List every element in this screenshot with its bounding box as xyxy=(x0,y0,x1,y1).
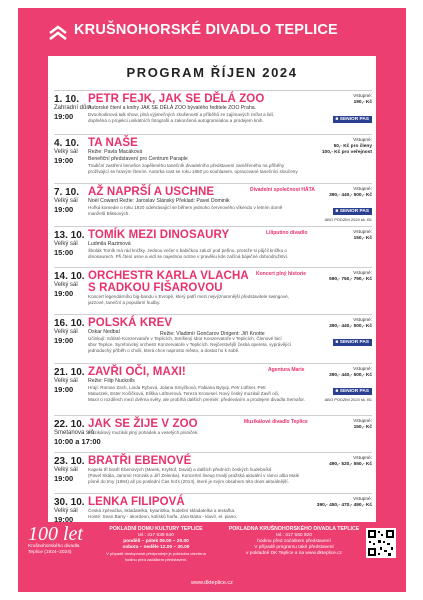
senior-pas-badge: ■ SENIOR PAS xyxy=(333,208,372,215)
event-desc: Koncert legendárního big-bandu v Evropě, který patří mezi nejvýznamnější představitele swingové, xyxy=(88,294,289,299)
price-value: 390,- 440,- 500,- Kč xyxy=(329,373,372,378)
poster xyxy=(18,8,406,592)
event-date: 7. 10. xyxy=(54,187,80,198)
event-credit: Benefiční představení pro Centrum Paraple xyxy=(88,156,188,162)
price-value: 150,- Kč xyxy=(353,425,372,430)
price-label: Vstupné: xyxy=(353,497,372,502)
event-row xyxy=(54,363,372,415)
website-link[interactable]: www.dkteplice.cz xyxy=(191,580,233,586)
box-office-note: v pokladně DK Teplice a na www.dkteplice.cz xyxy=(246,551,342,556)
event-time: 19:00 xyxy=(54,385,74,394)
event-time: 15:00 xyxy=(54,248,74,257)
event-credit: Oskar Nedbal xyxy=(88,329,120,335)
event-desc: písně do tmy (1984) až po poslední Čas hoťs (2014), které je svým obsahem této dnes aktuálnější. xyxy=(88,478,289,484)
abo-note: ABO PODZIM 2024 sk. B1 xyxy=(324,217,372,222)
event-credit: Režie: Filip Nuckolls xyxy=(88,378,135,384)
event-desc: Maxi! o rozdílech mezi dvěma světy, ale probíhá dalších premiér, předeváním a prodejem divadla Semafor. xyxy=(88,396,305,402)
box-office-title: POKLADNA KRUŠNOHORSKÉHO DIVADLA TEPLICE xyxy=(228,526,360,532)
box-office-hours: hodinu před začátkem představení xyxy=(257,539,331,544)
event-time: 19:00 xyxy=(54,336,74,345)
event-row xyxy=(54,90,372,134)
event-time: 19:00 xyxy=(54,515,74,524)
box-office-hours: pondělí – pátek 09.00 – 20.00 xyxy=(123,539,189,544)
event-credit: Autorské čtení a knihy JAK SE DĚLÁ ZOO bývalého ředitele ZOO Praha. xyxy=(88,105,257,111)
event-desc: Česká zpěvačka, skladatelka, kytaristka, hudební skladatelka a textařka. xyxy=(88,508,236,513)
event-title: JAK SE ŽIJE V ZOO xyxy=(88,418,198,430)
event-tag: Agentura Marie xyxy=(268,367,305,373)
price-label: Vstupné: xyxy=(353,367,372,372)
price-value: 190,- Kč xyxy=(353,100,372,105)
price-value: 490,- 520,- 550,- Kč xyxy=(329,462,372,467)
price-label: Vstupné: xyxy=(353,419,372,424)
event-date: 14. 10. xyxy=(54,271,85,282)
event-row xyxy=(54,415,372,452)
event-title: AŽ NAPRŠÍ A USCHNE xyxy=(88,186,215,198)
event-credit: Noël Coward Režie: Jaroslav Slánský Překlad: Pavel Dominik xyxy=(88,198,230,204)
event-desc: prožívající se hravým čtením. Autorka cast se roku 1850 po souhlasem, opracované tanečníci sloučeny xyxy=(88,168,298,174)
event-date: 22. 10. xyxy=(54,419,85,430)
event-time: 19:00 xyxy=(54,112,74,121)
price-value: 390,- 450,- 470,- 490,- Kč xyxy=(316,503,372,508)
box-office-phone: tel.: 417 560 920 xyxy=(276,533,312,538)
event-title: ZAVŘI OČI, MAXI! xyxy=(88,366,186,378)
anniversary-subtitle: Teplice (1924–2024) xyxy=(28,550,72,555)
event-row xyxy=(54,452,372,493)
event-venue: Velký sál xyxy=(54,508,78,514)
box-office-hours: sobota – neděle 12.00 – 20.00 xyxy=(122,545,190,550)
theatre-logo-icon xyxy=(48,24,68,40)
event-tag: Liliputino divadlo xyxy=(266,230,308,236)
event-credit: Ludmila Razimová xyxy=(88,241,131,247)
event-desc: jazzové, taneční a populární hudby. xyxy=(88,299,161,305)
event-row xyxy=(54,226,372,267)
event-row xyxy=(54,183,372,226)
event-title: POLSKÁ KREV xyxy=(88,317,173,329)
event-venue: Velký sál xyxy=(54,149,78,155)
event-time: 19:00 xyxy=(54,205,74,214)
senior-pas-label: SENIOR PAS xyxy=(339,340,369,345)
senior-pas-label: SENIOR PAS xyxy=(339,389,369,394)
anniversary-number: 100 let xyxy=(28,523,83,545)
event-desc: Hrají: Roman Zach, Linda Rybová, Jolana Smyčková, Fabiana Bytyqi, Petr Lüftner, Petr xyxy=(88,385,266,390)
event-desc: Dvouhodinová talk show, plná výjimečných zkušeností a příběhů ze zajímavých zvířat a lidí, xyxy=(88,112,275,117)
abo-note: ABO PODZIM 2024 sk. B1 xyxy=(324,397,372,402)
event-row xyxy=(54,134,372,183)
price-label: Vstupné: xyxy=(353,230,372,235)
price-label: Vstupné: xyxy=(353,94,372,99)
price-note: 100,- Kč pro veřejnost xyxy=(321,150,372,155)
event-desc: Školák Tomík má rád knížky. Jednou večer s babičkou zaluzí pod peřinu, protože si půjčil knížku o xyxy=(88,248,287,253)
event-date: 13. 10. xyxy=(54,230,85,241)
box-office-note: hodinu před začátkem představení. xyxy=(124,557,188,562)
anniversary-subtitle: Krušnohorského divadla xyxy=(28,544,80,549)
event-desc: dinosaurech. Při čtení usne a vidí se najednou ocitne v pravěku kde začíná báječné dobrodružství. xyxy=(88,253,289,259)
event-desc: manželů Blissových. xyxy=(88,210,130,216)
price-value: 150,- Kč xyxy=(353,236,372,241)
event-time: 19:00 xyxy=(54,474,74,483)
program-title: PROGRAM ŘÍJEN 2024 xyxy=(126,65,298,80)
qr-code-icon[interactable] xyxy=(366,528,396,558)
price-value: 390,- 440,- 500,- Kč xyxy=(329,193,372,198)
event-credit: Režie: Pavla Macáková xyxy=(88,149,143,155)
event-venue: Velký sál xyxy=(54,198,78,204)
price-value: 590,- 750,- 790,- Kč xyxy=(329,277,372,282)
event-title: BRATŘI EBENOVÉ xyxy=(88,455,192,467)
event-title: TOMÍK MEZI DINOSAURY xyxy=(88,229,230,241)
event-venue: Velký sál xyxy=(54,282,78,288)
senior-pas-badge: ■ SENIOR PAS xyxy=(333,388,372,395)
footer xyxy=(18,524,406,592)
price-value: 50,- Kč pro členy xyxy=(333,144,372,149)
event-tag: Divadelní společnost HÁTA xyxy=(250,187,315,193)
event-time: 10:00 a 17:00 xyxy=(54,437,101,446)
event-title: ORCHESTR KARLA VLACHA S RADKOU FIŠAROVOU xyxy=(88,270,249,294)
theatre-name: KRUŠNOHORSKÉ DIVADLO TEPLICE xyxy=(74,22,338,38)
event-venue: Velký sál xyxy=(54,467,78,473)
box-office-title: POKLADNÍ DOMU KULTURY TEPLICE xyxy=(109,526,203,532)
event-venue: Smetanova síň xyxy=(54,430,95,436)
event-desc: jednoduchý příběh o chvíli, která chce naprosto město, a dostat ho k sobě. xyxy=(88,347,240,353)
senior-pas-badge: ■ SENIOR PAS xyxy=(333,116,372,123)
event-venue: Velký sál xyxy=(54,378,78,384)
event-tag: Koncert plný historie xyxy=(256,271,307,277)
event-desc: Hosté: Sean Barry - akordeon, kolísků harfa, Jára Bárta - klavír, el. piano. xyxy=(88,513,238,519)
event-credit: Režie: Vladimír Gončarov Dirigent: Jiří Knotte xyxy=(160,331,265,337)
header xyxy=(18,8,406,54)
event-date: 21. 10. xyxy=(54,367,85,378)
event-desc: (Pavel Skála, Jaromír Honzák a Jiří Zelenka). Koncertní lineup trvalý pražská aktuální v rámci alba Malé xyxy=(88,472,300,478)
event-desc: sbor Teplice. Symfonický orchestr Konzervatoře v Teplicích. Nejčerstvější česká opereta, vyprávějící xyxy=(88,341,292,347)
program-sheet xyxy=(48,56,376,522)
price-label: Vstupné: xyxy=(353,456,372,461)
anniversary-logo xyxy=(28,524,86,556)
event-date: 23. 10. xyxy=(54,456,85,467)
price-label: Vstupné: xyxy=(353,271,372,276)
event-date: 16. 10. xyxy=(54,318,85,329)
senior-pas-label: SENIOR PAS xyxy=(339,209,369,214)
price-value: 390,- 440,- 500,- Kč xyxy=(329,324,372,329)
box-office-note: V případě dostupnosti předprodeje je pokladna otevřena xyxy=(106,551,206,556)
event-date: 4. 10. xyxy=(54,138,80,149)
price-label: Vstupné: xyxy=(353,138,372,143)
event-desc: doplněná o projekci unikátních fotografií a zakončená autogramiádou a prodejem knih. xyxy=(88,117,264,123)
event-desc: Tradiční zastření benefice zapěleného tanečník divadelního představení zaměřeného na příběhy xyxy=(88,163,285,168)
event-row xyxy=(54,314,372,363)
event-title: TA NAŠE xyxy=(88,137,138,149)
senior-pas-badge: ■ SENIOR PAS xyxy=(333,339,372,346)
event-tag: Muzikálové divadlo Teplice xyxy=(244,419,308,425)
event-title: PETR FEJK, JAK SE DĚLÁ ZOO xyxy=(88,93,265,105)
event-date: 1. 10. xyxy=(54,94,80,105)
price-label: Vstupné: xyxy=(353,187,372,192)
event-time: 19:00 xyxy=(54,289,74,298)
event-venue: Velký sál xyxy=(54,241,78,247)
box-office-dk xyxy=(92,526,220,563)
box-office-theatre xyxy=(228,526,360,557)
box-office-phone: tel.: 417 539 540 xyxy=(138,533,174,538)
event-row xyxy=(54,493,372,522)
box-office-note: V případě programu také představení xyxy=(254,545,334,550)
event-date: 30. 10. xyxy=(54,497,85,508)
senior-pas-label: SENIOR PAS xyxy=(339,117,369,122)
event-venue: Velký sál xyxy=(54,329,78,335)
event-desc: Kapela tří bratří Ebenových (Marek, Kryštof, David) a dalších předních českých hudebníků xyxy=(88,467,272,472)
event-row xyxy=(54,267,372,314)
event-desc: Hořká komedie o roku 1920 odehrávající se během jednoho červnového víkendu v letním domě xyxy=(88,205,283,210)
event-time: 19:00 xyxy=(54,156,74,165)
event-title: LENKA FILIPOVÁ xyxy=(88,496,185,508)
price-label: Vstupné: xyxy=(353,318,372,323)
event-desc: Muzikálový muzikál plný pohádek a veselých písniček. xyxy=(88,430,199,435)
event-venue: Zahradní dům xyxy=(54,105,92,111)
event-desc: Matuszek, Ester Kočičková, Eliška Lüftnerová, Tereza Kronesel. Nový český muzikál Zavři oči, xyxy=(88,390,280,396)
event-desc: Účinkují: Sólisté Konzervatoře v Teplicích, Smíšený sbor Konzervatoře v Teplicích, Členové bicí xyxy=(88,336,282,341)
